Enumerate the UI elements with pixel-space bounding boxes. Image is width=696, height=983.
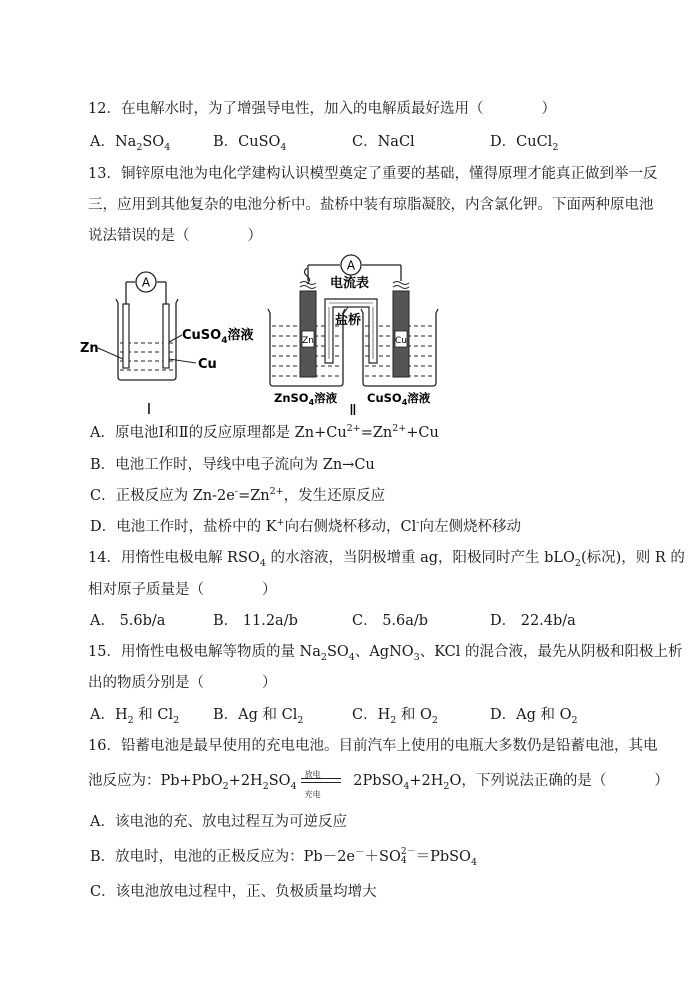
option-text: 向右侧烧杯移动，Cl [284, 519, 417, 535]
question-text: 相对原子质量是（ [88, 582, 204, 598]
q13-option-c[interactable] [90, 486, 385, 506]
question-14-line1 [88, 548, 685, 568]
q15-option-a[interactable] [90, 705, 179, 725]
question-text: 2PbSO [348, 773, 404, 789]
option-text: 电池工作时，导线中电子流向为 Zn→Cu [115, 457, 375, 473]
subscript: 2 [262, 780, 269, 792]
q14-option-c[interactable]: C． 5.6a/b [352, 613, 429, 629]
q12-option-b[interactable] [213, 132, 286, 152]
question-text: SO [268, 773, 291, 789]
question-12-stem [88, 99, 556, 119]
option-text: CuCl [516, 134, 553, 150]
cuso4-label: CuSO$_4$溶液 [182, 328, 254, 346]
zn-label: Zn [80, 341, 99, 356]
subscript: 2 [173, 714, 180, 726]
zn-electrode-label: Zn [302, 336, 314, 346]
question-text: 、AgNO [354, 644, 414, 660]
question-14-line2 [88, 580, 277, 600]
option-label: A． [90, 134, 115, 150]
superscript: 2－ [400, 847, 416, 857]
q14-option-d[interactable]: D． 22.4b/a [490, 613, 576, 629]
cell-two [268, 255, 438, 419]
subscript: 4 [470, 856, 477, 868]
option-text: 电池工作时，盐桥中的 K [116, 519, 277, 535]
galvanic-cell-figure [78, 247, 458, 422]
figure-label-one: Ⅰ [146, 400, 152, 418]
option-label: A． [90, 707, 115, 723]
znso4-label: ZnSO$_4$溶液 [274, 391, 338, 407]
q14-option-b[interactable]: B． 11.2a/b [213, 613, 298, 629]
question-16-line1: 16．铅蓄电池是最早使用的充电电池。目前汽车上使用的电瓶大多数仍是铅蓄电池，其电 [88, 738, 658, 754]
figure-label-two: Ⅱ [349, 401, 357, 419]
question-number: 12． [88, 101, 121, 117]
ammeter-label: A [141, 275, 151, 290]
question-text: +2H [228, 773, 263, 789]
subscript: 2 [431, 714, 438, 726]
option-label: C． [90, 488, 116, 504]
question-text: 的水溶液，当阴极增重 ag，阳极同时产生 bLO [265, 550, 575, 566]
q15-option-c[interactable] [352, 705, 438, 725]
option-text: Na [114, 134, 137, 150]
cell-one [80, 272, 254, 418]
option-text: 和 Cl [133, 707, 174, 723]
option-text: B．放电时，电池的正极反应为：Pb－2e [90, 849, 355, 865]
superscript: 2+ [392, 423, 407, 435]
question-16-line2 [88, 770, 669, 799]
cu-electrode-label: Cu [395, 336, 407, 346]
subscript: 2 [552, 141, 559, 153]
paren-close: ） [541, 101, 556, 117]
option-label: B． [213, 707, 239, 723]
q13-option-b[interactable] [90, 455, 375, 475]
option-label: B． [90, 457, 116, 473]
reversible-arrow [297, 770, 349, 799]
cuso4-label: CuSO$_4$溶液 [367, 391, 431, 407]
subscript: 2 [136, 141, 143, 153]
superscript: 2+ [346, 423, 361, 435]
superscript: － [355, 847, 365, 859]
cu-label: Cu [198, 357, 217, 372]
question-text: 出的物质分别是（ [88, 675, 204, 691]
question-13-line3 [88, 226, 262, 246]
option-text: NaCl [377, 134, 415, 150]
question-text: O，下列说法正确的是（ [449, 773, 607, 789]
subscript: 4 [400, 856, 407, 866]
subscript: 2 [571, 714, 578, 726]
q13-option-a[interactable] [90, 423, 439, 443]
arrow-top-label: 放电 [304, 770, 321, 779]
question-13-line2: 三，应用到其他复杂的电池分析中。盐桥中装有琼脂凝胶，内含氯化钾。下面两种原电池 [88, 197, 654, 213]
q16-option-a[interactable]: A．该电池的充、放电过程互为可逆反应 [90, 814, 347, 830]
option-text: =Zn [238, 488, 270, 504]
q13-option-d[interactable] [90, 517, 521, 537]
option-text: 和 O [396, 707, 432, 723]
zinc-electrode [123, 304, 129, 368]
option-text: +Cu [406, 425, 439, 441]
question-text: 15．用惰性电极电解等物质的量 Na [88, 644, 321, 660]
subscript: 2 [443, 780, 450, 792]
option-text: 向左侧烧杯移动 [419, 519, 522, 535]
superscript: 2+ [269, 486, 284, 498]
option-text: H [377, 707, 391, 723]
salt-bridge [325, 299, 377, 363]
question-text: 、KCl 的混合液，最先从阴极和阳极上析 [419, 644, 683, 660]
q16-option-b[interactable] [90, 847, 477, 867]
option-text: 原电池Ⅰ和Ⅱ的反应原理都是 Zn+Cu [114, 425, 347, 441]
option-text: ＋SO [364, 849, 401, 865]
q15-option-b[interactable] [213, 705, 303, 725]
charge-sub-sup [401, 848, 416, 866]
option-label: D． [490, 134, 517, 150]
option-label: C． [352, 134, 378, 150]
paren-close: ） [262, 582, 277, 598]
q12-option-a[interactable] [90, 132, 170, 152]
question-text: 在电解水时，为了增强导电性，加入的电解质最好选用（ [120, 101, 484, 117]
option-label: D． [490, 707, 517, 723]
subscript: 3 [413, 651, 420, 663]
subscript: 2 [297, 714, 304, 726]
option-text: H [114, 707, 128, 723]
option-label: D． [90, 519, 117, 535]
salt-bridge-label: 盐桥 [335, 313, 362, 328]
question-text: 14．用惰性电极电解 RSO [88, 550, 260, 566]
superscript: + [276, 517, 285, 529]
subscript: 4 [259, 557, 266, 569]
option-text: =Zn [360, 425, 393, 441]
option-text: 正极反应为 Zn-2e [115, 488, 235, 504]
subscript: 4 [403, 780, 410, 792]
ammeter-text: 电流表 [330, 276, 370, 291]
subscript: 4 [164, 141, 171, 153]
subscript: 4 [280, 141, 287, 153]
question-15-line1 [88, 642, 683, 662]
option-text: Ag 和 O [516, 707, 572, 723]
superscript: - [416, 517, 420, 529]
subscript: 2 [127, 714, 134, 726]
subscript: 2 [574, 557, 581, 569]
option-label: B． [213, 134, 239, 150]
paren-close: ） [654, 773, 669, 789]
question-text: (标况)，则 R 的 [580, 550, 685, 566]
option-text: CuSO [238, 134, 281, 150]
question-text: +2H [409, 773, 444, 789]
subscript: 2 [320, 651, 327, 663]
copper-electrode [163, 304, 169, 368]
option-text: SO [142, 134, 165, 150]
q12-option-d[interactable] [490, 132, 558, 152]
subscript: 4 [348, 651, 355, 663]
q12-option-c[interactable] [352, 132, 415, 152]
subscript: 4 [290, 780, 297, 792]
paren-close: ） [262, 675, 277, 691]
question-13-line1: 13．铜锌原电池为电化学建构认识模型奠定了重要的基础，懂得原理才能真正做到举一反 [88, 166, 658, 182]
q16-option-c[interactable]: C．该电池放电过程中，正、负极质量均增大 [90, 884, 377, 900]
question-15-line2 [88, 673, 277, 693]
subscript: 2 [390, 714, 397, 726]
subscript: 2 [222, 780, 229, 792]
q14-option-a[interactable]: A． 5.6b/a [90, 613, 166, 629]
q15-option-d[interactable] [490, 705, 578, 725]
superscript: - [234, 486, 239, 498]
option-text: Ag 和 Cl [238, 707, 298, 723]
paren-close: ） [247, 228, 262, 244]
option-label: A． [90, 425, 115, 441]
option-label: C． [352, 707, 378, 723]
option-text: ，发生还原反应 [283, 488, 386, 504]
arrow-bottom-label: 充电 [304, 790, 321, 799]
question-text: SO [326, 644, 349, 660]
question-text: 池反应为：Pb+PbO [88, 773, 223, 789]
question-text: 说法错误的是（ [88, 228, 190, 244]
ammeter-label: A [346, 258, 356, 273]
option-text: ＝PbSO [415, 849, 471, 865]
